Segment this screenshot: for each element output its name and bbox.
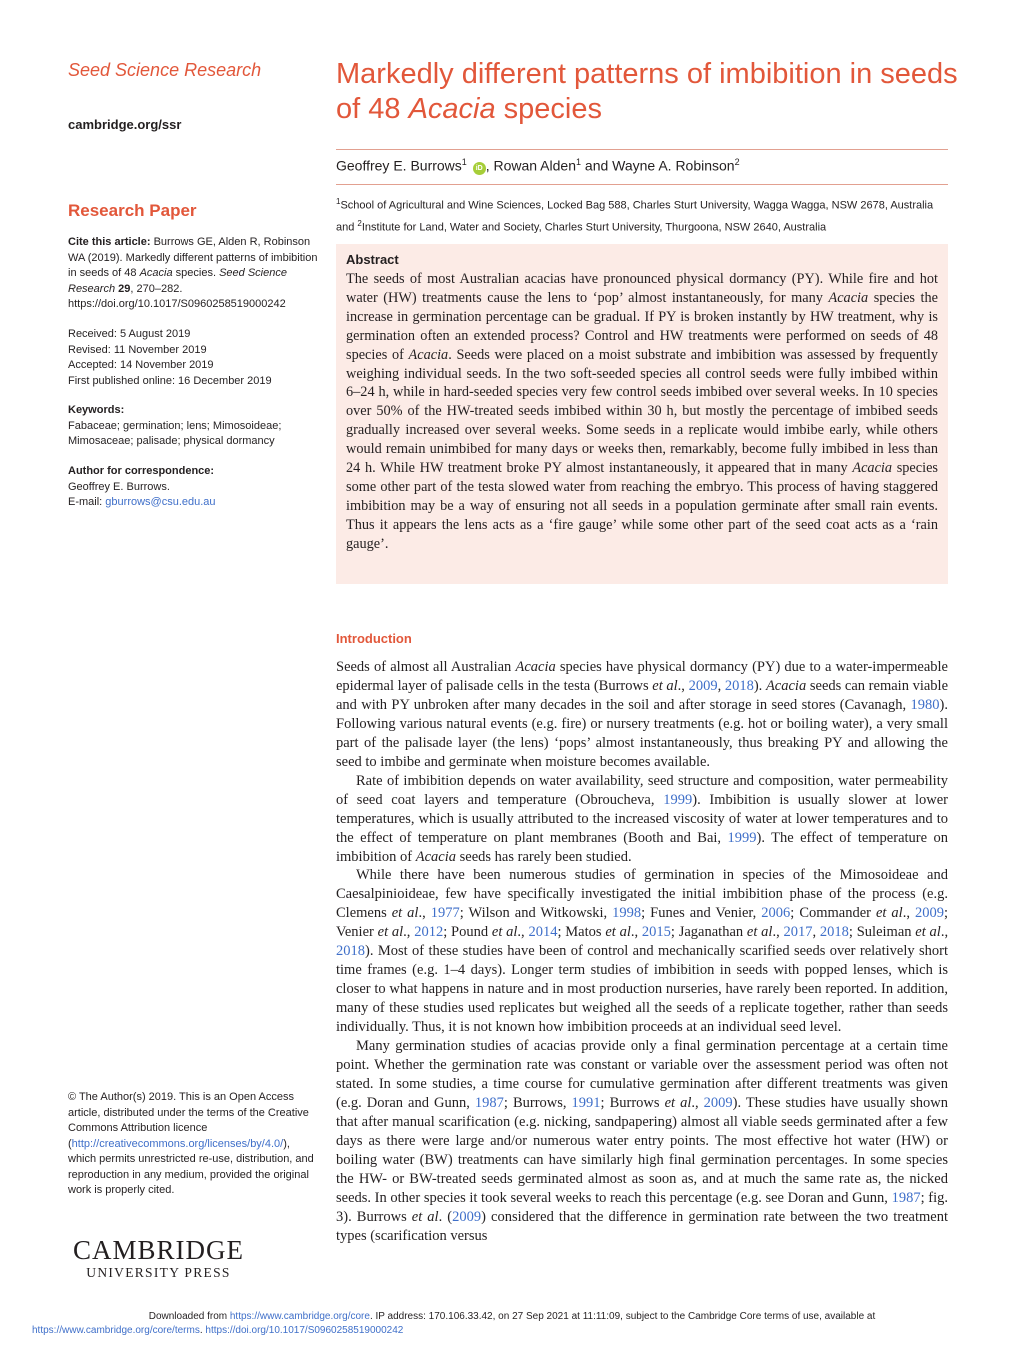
p4-d: ., bbox=[691, 1094, 704, 1111]
email-label: E-mail: bbox=[68, 496, 103, 508]
p4-b: ; Burrows, bbox=[503, 1094, 572, 1111]
p4-a: Many germination studies of acacias provide only a final germination percentage at a certain time point. Whether the germination rate was constant or variable over the assessment period was often not stated. In some studies, a time course for cumulative germination after different treatments was given (e.g. Doran and Gunn, bbox=[336, 1038, 948, 1111]
article-title bbox=[336, 57, 976, 127]
ref-link[interactable]: 1980 bbox=[910, 696, 940, 713]
author-2-affil: 1 bbox=[576, 157, 582, 167]
p4-etal: et al bbox=[664, 1094, 692, 1111]
license-text-a: © The Author(s) 2019. This is an Open Access article, distributed under the terms of the Creative Commons Attribution licence ( bbox=[68, 1091, 309, 1150]
p3-c: ; Wilson and Witkowski, bbox=[459, 905, 613, 922]
published-date: First published online: 16 December 2019 bbox=[68, 374, 272, 387]
p3-d: ; Funes and Venier, bbox=[641, 905, 762, 922]
p3-n: ., bbox=[772, 924, 784, 941]
p2-d: seeds has rarely been studied. bbox=[456, 848, 632, 865]
p1-a: Seeds of almost all Australian bbox=[336, 659, 516, 675]
title-part1: Markedly different patterns of imbibition in seeds of 48 bbox=[336, 58, 958, 125]
download-footer bbox=[32, 1310, 992, 1338]
correspondence-label: Author for correspondence: bbox=[68, 465, 215, 477]
p2-b: ). Imbibition is usually slower at lower temperatures, which is usually attributed to the increased viscosity of water at lower temperatures and to the effect of temperature on plant membranes (Booth and Bai, bbox=[336, 791, 948, 846]
footer-terms-link[interactable]: https://www.cambridge.org/core/terms bbox=[32, 1325, 200, 1336]
p3-p: ; Suleiman bbox=[848, 924, 916, 941]
ref-link[interactable]: 1987 bbox=[891, 1189, 921, 1206]
author-1: Geoffrey E. Burrows bbox=[336, 157, 462, 174]
abstract-box bbox=[336, 244, 948, 584]
p3-etal: et al bbox=[915, 924, 941, 941]
p1-i2: Acacia bbox=[765, 677, 807, 694]
license-link[interactable]: http://creativecommons.org/licenses/by/4.0/ bbox=[71, 1137, 284, 1150]
logo-line2: UNIVERSITY PRESS bbox=[86, 1265, 231, 1280]
p4-e: ). These studies have usually shown that after manual scarification (e.g. nicking, sandpapering) almost all viable seeds germinated after a few days as there were large and/or numerous water entry points. The most effective hot water (HW) or boiling water (BW) treatments can have similarly high final germination percentages. In some species the HW- or BW-treated seeds germinated almost as soon as, and at much the same rate as, the nicked seeds. In other species it took several weeks to reach this percentage (e.g. see Doran and Gunn, bbox=[336, 1094, 948, 1206]
correspondence-block bbox=[68, 464, 318, 511]
abstract-text bbox=[346, 270, 938, 554]
license-block bbox=[68, 1090, 320, 1199]
p3-e: ; Commander bbox=[790, 905, 876, 922]
journal-name: Seed Science Research bbox=[68, 60, 262, 80]
cite-volume: 29 bbox=[118, 282, 131, 295]
p3-etal: et al bbox=[746, 924, 773, 941]
p3-a: While there have been numerous studies of germination in species of the Mimosoideae and Caesalpinioideae, few have specifically investigated the initial imbibition phase of the process (e.g. Clemens bbox=[336, 867, 948, 922]
ref-link[interactable]: 2009 bbox=[688, 677, 718, 694]
ref-link[interactable]: 2006 bbox=[761, 905, 791, 922]
ref-link[interactable]: 2015 bbox=[641, 924, 671, 941]
license-text-b: ), which permits unrestricted re-use, distribution, and reproduction in any medium, provided the original work is properly cited. bbox=[68, 1137, 314, 1196]
p3-r: ). Most of these studies have been of control and mechanically scarified seeds over relatively short time frames (e.g. 1–4 days). Longer term studies of imbibition in seeds with popped lenses, which is closer to what happens in nature and in most production nurseries, have rarely been reported. In addition, many of these studies used replicates but weighed all the seeds of a replicate together, rather than seeds individually. Thus, it is not known how imbibition proceeds at an individual seed level. bbox=[336, 943, 948, 1036]
abstract-t1: The seeds of most Australian acacias have pronounced physical dormancy (PY). While fire and hot water (HW) treatments cause the lens to ‘pop’ almost instantaneously, for many bbox=[346, 271, 938, 306]
keywords-text: Fabaceae; germination; lens; Mimosoideae; Mimosaceae; palisade; physical dormancy bbox=[68, 419, 282, 447]
ref-link[interactable]: 1987 bbox=[474, 1094, 504, 1111]
accepted-date: Accepted: 14 November 2019 bbox=[68, 359, 214, 371]
ref-link[interactable]: 1999 bbox=[727, 829, 757, 846]
p3-etal: et al bbox=[875, 905, 903, 922]
abstract-i1: Acacia bbox=[828, 289, 869, 306]
p4-h: ) considered that the difference in germination rate between the two treatment types (scarification versus bbox=[336, 1208, 948, 1244]
ref-link[interactable]: 2012 bbox=[414, 924, 444, 941]
p1-etal: et al bbox=[652, 677, 678, 694]
ref-link[interactable]: 1991 bbox=[571, 1094, 601, 1111]
citation-block bbox=[68, 235, 318, 313]
p4-g: . ( bbox=[438, 1208, 453, 1225]
abstract-i3: Acacia bbox=[852, 460, 893, 477]
ref-link[interactable]: 2014 bbox=[528, 924, 558, 941]
footer-core-link[interactable]: https://www.cambridge.org/core bbox=[229, 1311, 370, 1322]
p3-j: ., bbox=[517, 924, 529, 941]
ref-link[interactable]: 2018 bbox=[336, 943, 365, 960]
p1-b: species have physical dormancy (PY) due to a water-impermeable epidermal layer of palisade cells in the testa (Burrows bbox=[336, 659, 948, 694]
footer-line2 bbox=[32, 1324, 992, 1338]
paragraph-3 bbox=[336, 866, 948, 1037]
abstract-t2: species the increase in germination percentage can be gradual. If PY is broken instantly by HW treatment, why is germination often an extended process? Control and HW treatments were performed on seeds of 48 species of bbox=[346, 289, 938, 363]
ref-link[interactable]: 1999 bbox=[663, 791, 693, 808]
author-3-affil: 2 bbox=[734, 157, 740, 167]
title-part2: species bbox=[503, 93, 602, 125]
paragraph-2 bbox=[336, 772, 948, 867]
paragraph-4 bbox=[336, 1037, 948, 1245]
p1-d: , bbox=[717, 677, 725, 694]
p3-b: ., bbox=[418, 905, 431, 922]
p4-etal: et al bbox=[411, 1208, 439, 1225]
cite-text-a: Burrows GE, Alden R, Robinson WA (2019). Markedly different patterns of imbibition in seeds of 48 bbox=[68, 236, 318, 279]
abstract-i2: Acacia bbox=[408, 346, 449, 363]
p3-etal: et al bbox=[605, 924, 631, 941]
p3-k: ; Matos bbox=[557, 924, 606, 941]
author-list bbox=[336, 157, 740, 175]
affil-text-2: Institute for Land, Water and Society, Charles Sturt University, Thurgoona, NSW 2640, Australia bbox=[361, 221, 827, 234]
p2-c: ). The effect of temperature on imbibition of bbox=[336, 829, 948, 865]
p3-g: ; Venier bbox=[336, 905, 948, 941]
ref-link[interactable]: 2009 bbox=[914, 905, 944, 922]
footer-c: . bbox=[199, 1325, 206, 1336]
journal-url[interactable]: cambridge.org/ssr bbox=[68, 117, 182, 132]
article-type: Research Paper bbox=[68, 201, 197, 220]
ref-link[interactable]: 2017 bbox=[783, 924, 813, 941]
author-2: , Rowan Alden bbox=[485, 157, 576, 174]
abstract-heading: Abstract bbox=[346, 252, 399, 267]
title-genus: Acacia bbox=[408, 93, 496, 125]
ref-link[interactable]: 2018 bbox=[724, 677, 754, 694]
p3-q: ., bbox=[940, 924, 949, 941]
p3-etal: et al bbox=[491, 924, 518, 941]
intro-heading: Introduction bbox=[336, 631, 412, 646]
cite-pages: , 270–282. bbox=[130, 282, 183, 295]
affil-text-1: School of Agricultural and Wine Sciences, Locked Bag 588, Charles Sturt University, Wagga Wagga, NSW 2678, Australia and bbox=[336, 199, 934, 234]
p4-f: ; fig. 3). Burrows bbox=[336, 1189, 949, 1225]
p3-l: ., bbox=[630, 924, 642, 941]
body-text bbox=[336, 658, 948, 1246]
affil-sup-1: 1 bbox=[336, 197, 341, 206]
abstract-t3: . Seeds were placed on a moist substrate and imbibition was assessed by frequently weighing individual seeds. In the two soft-seeded species all control seeds were fully imbibed within 6–24 h, while in hard-seeded species very few control seeds imbibed over several weeks. In 10 species over 50% of the HW-treated seeds imbibed within 30 h, but mostly the percentage of imbibed seeds gradually increased over several weeks. Some seeds in a replicate would imbibe early, while others would remain unimbibed for many days or weeks then, remarkably, become fully imbibed in less than 24 h. While HW treatment broke PY almost instantaneously, it appeared that in many bbox=[346, 346, 938, 477]
p1-i1: Acacia bbox=[515, 659, 556, 675]
p3-o: , bbox=[812, 924, 820, 941]
title-divider bbox=[336, 149, 948, 150]
ref-link[interactable]: 1977 bbox=[430, 905, 460, 922]
footer-b: . IP address: 170.106.33.42, on 27 Sep 2021 at 11:11:09, subject to the Cambridge Core terms of use, available at bbox=[369, 1311, 876, 1322]
email-link[interactable]: gburrows@csu.edu.au bbox=[105, 496, 216, 508]
p1-g: ). Following various natural events (e.g. fire) or nursery treatments (e.g. hot or boiling water), a very small part of the palisade layer (the lens) ‘pops’ almost instantaneously, thus breaking PY and allowing the seed to imbibe and germinate when moisture becomes available. bbox=[336, 696, 948, 770]
cite-doi[interactable]: https://doi.org/10.1017/S0960258519000242 bbox=[68, 298, 286, 310]
p2-i1: Acacia bbox=[415, 848, 457, 865]
p1-f: seeds can remain viable and with PY unbroken after many decades in the soil and after storage in seed stores (Cavanagh, bbox=[336, 677, 949, 713]
footer-line1 bbox=[32, 1310, 992, 1324]
revised-date: Revised: 11 November 2019 bbox=[68, 343, 207, 356]
received-date: Received: 5 August 2019 bbox=[68, 328, 191, 340]
p1-e: ). bbox=[753, 677, 766, 694]
p3-h: ., bbox=[403, 924, 415, 941]
cite-text-b: species. bbox=[175, 267, 217, 279]
p3-etal: et al bbox=[377, 924, 404, 941]
cite-genus: Acacia bbox=[139, 267, 173, 279]
keywords-label: Keywords: bbox=[68, 404, 125, 416]
author-3: and Wayne A. Robinson bbox=[581, 157, 735, 174]
affil-sup-2: 2 bbox=[357, 218, 362, 228]
orcid-icon[interactable]: iD bbox=[473, 162, 486, 175]
cite-label: Cite this article: bbox=[68, 236, 151, 248]
p3-i: ; Pound bbox=[443, 924, 492, 941]
p3-m: ; Jaganathan bbox=[670, 924, 747, 941]
ref-link[interactable]: 2009 bbox=[703, 1094, 733, 1111]
p4-c: ; Burrows bbox=[600, 1094, 665, 1111]
p3-etal: et al bbox=[391, 905, 419, 922]
ref-link[interactable]: 2009 bbox=[452, 1208, 482, 1225]
ref-link[interactable]: 2018 bbox=[819, 924, 849, 941]
cambridge-logo bbox=[66, 1237, 251, 1281]
ref-link[interactable]: 1998 bbox=[612, 905, 642, 922]
cite-journal: Seed Science Research bbox=[68, 267, 287, 295]
p2-a: Rate of imbibition depends on water availability, seed structure and composition, water permeability of seed coat layers and temperature (Obroucheva, bbox=[336, 772, 948, 808]
keywords-block bbox=[68, 403, 318, 450]
footer-a: Downloaded from bbox=[148, 1311, 230, 1322]
correspondence-name: Geoffrey E. Burrows. bbox=[68, 480, 170, 493]
authors-divider bbox=[336, 184, 948, 185]
author-1-affil: 1 bbox=[461, 157, 467, 167]
p1-c: ., bbox=[677, 677, 689, 694]
p3-f: ., bbox=[902, 905, 915, 922]
logo-line1: CAMBRIDGE bbox=[72, 1235, 244, 1265]
paragraph-1 bbox=[336, 658, 948, 772]
dates-block bbox=[68, 327, 318, 389]
abstract-t4: species some other part of the testa slowed water from reaching the embryo. This process of having staggered imbibition may be a way of ensuring not all seeds in a population germinate after small rain events. Thus it appears the lens acts as a ‘fire gauge’ while some other part of the seed coat acts as a ‘rain gauge’. bbox=[346, 460, 938, 552]
footer-doi-link[interactable]: https://doi.org/10.1017/S0960258519000242 bbox=[205, 1325, 404, 1336]
affiliations bbox=[336, 193, 948, 236]
